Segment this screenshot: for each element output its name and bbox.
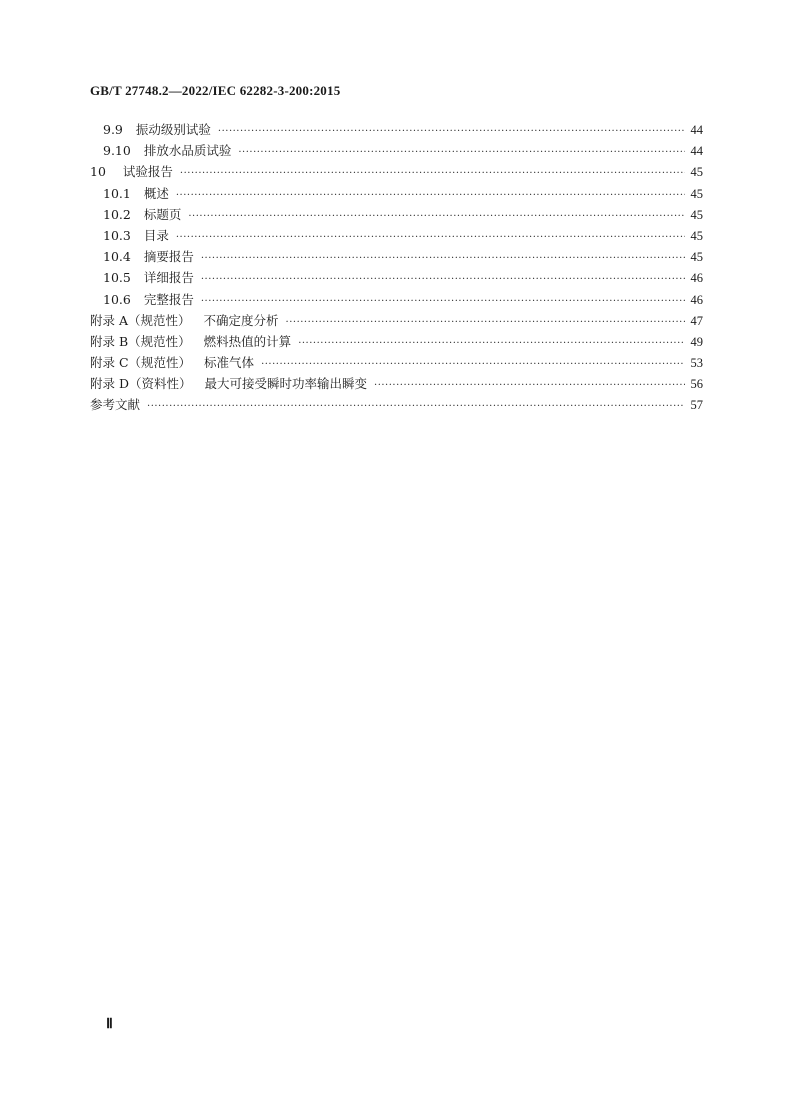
toc-entry-number: 10 xyxy=(90,164,106,180)
toc-leader-dots xyxy=(286,312,685,333)
toc-entry-page: 45 xyxy=(690,186,703,201)
standard-number-header: GB/T 27748.2—2022/IEC 62282-3-200:2015 xyxy=(90,83,341,98)
toc-entry-number: 10.1 xyxy=(103,185,131,201)
toc-entry-title: 目录 xyxy=(143,227,169,243)
toc-entry-title: 排放水品质试验 xyxy=(143,143,232,159)
toc-entry[interactable] xyxy=(90,289,703,310)
toc-entry-title: 不确定度分析 xyxy=(203,312,279,328)
toc-entry-page: 45 xyxy=(690,207,703,222)
page-number-footer: Ⅱ xyxy=(106,1017,113,1032)
toc-entry-page: 47 xyxy=(690,313,703,328)
toc-entry-number: 9.10 xyxy=(103,143,131,159)
toc-entry-number: 附录 D（资料性） xyxy=(90,376,192,392)
toc-leader-dots xyxy=(261,354,685,375)
toc-entry-page: 45 xyxy=(690,165,703,180)
toc-entry-title: 摘要报告 xyxy=(143,249,194,265)
toc-bibliography-entry[interactable] xyxy=(90,394,703,415)
toc-leader-dots xyxy=(176,185,685,206)
toc-entry-title: 标题页 xyxy=(143,206,182,222)
toc-leader-dots xyxy=(201,248,685,269)
toc-entry-title: 详细报告 xyxy=(143,270,194,286)
toc-entry-page: 56 xyxy=(690,377,703,392)
toc-leader-dots xyxy=(188,206,685,227)
toc-entry-page: 46 xyxy=(690,292,703,307)
toc-entry[interactable] xyxy=(90,119,703,140)
toc-entry-page: 44 xyxy=(690,144,703,159)
toc-entry-title: 试验报告 xyxy=(122,164,173,180)
toc-entry-page: 45 xyxy=(690,228,703,243)
toc-entry-title: 最大可接受瞬时功率输出瞬变 xyxy=(204,376,368,392)
toc-entry[interactable] xyxy=(90,183,703,204)
toc-entry-number: 10.2 xyxy=(103,206,131,222)
toc-entry[interactable] xyxy=(90,204,703,225)
toc-entry-number: 9.9 xyxy=(103,122,123,137)
toc-annex-entry[interactable] xyxy=(90,373,703,394)
toc-entry-number: 10.3 xyxy=(103,227,131,243)
toc-entry[interactable] xyxy=(90,225,703,246)
toc-entry-number: 10.4 xyxy=(103,249,131,265)
toc-entry-title: 完整报告 xyxy=(143,291,194,307)
toc-leader-dots xyxy=(201,269,685,290)
toc-entry[interactable] xyxy=(90,267,703,288)
toc-entry-page: 46 xyxy=(690,271,703,286)
toc-leader-dots xyxy=(218,121,685,142)
toc-leader-dots xyxy=(238,142,685,163)
toc-entry-page: 44 xyxy=(690,123,703,137)
toc-entry[interactable] xyxy=(90,161,703,182)
toc-leader-dots xyxy=(180,163,685,184)
toc-annex-entry[interactable] xyxy=(90,310,703,331)
toc-leader-dots xyxy=(147,396,685,417)
toc-entry[interactable] xyxy=(90,140,703,161)
toc-entry-title: 参考文献 xyxy=(90,397,141,413)
toc-leader-dots xyxy=(374,375,685,396)
toc-leader-dots xyxy=(201,291,685,312)
toc-entry-number: 附录 C（规范性） xyxy=(90,355,192,371)
toc-entry-page: 53 xyxy=(690,356,703,371)
toc-entry-page: 45 xyxy=(690,250,703,265)
table-of-contents xyxy=(90,119,703,416)
toc-entry-page: 49 xyxy=(690,334,703,349)
toc-entry-title: 燃料热值的计算 xyxy=(203,333,292,349)
toc-entry-title: 概述 xyxy=(143,185,169,201)
toc-entry-number: 10.5 xyxy=(103,270,131,286)
toc-entry[interactable] xyxy=(90,246,703,267)
toc-entry-title: 振动级别试验 xyxy=(135,122,211,137)
toc-annex-entry[interactable] xyxy=(90,331,703,352)
toc-annex-entry[interactable] xyxy=(90,352,703,373)
toc-entry-number: 附录 B（规范性） xyxy=(90,333,191,349)
toc-leader-dots xyxy=(176,227,685,248)
toc-entry-number: 10.6 xyxy=(103,291,131,307)
toc-entry-number: 附录 A（规范性） xyxy=(90,312,191,328)
toc-entry-page: 57 xyxy=(690,398,703,413)
toc-entry-title: 标准气体 xyxy=(204,355,255,371)
toc-leader-dots xyxy=(298,333,685,354)
